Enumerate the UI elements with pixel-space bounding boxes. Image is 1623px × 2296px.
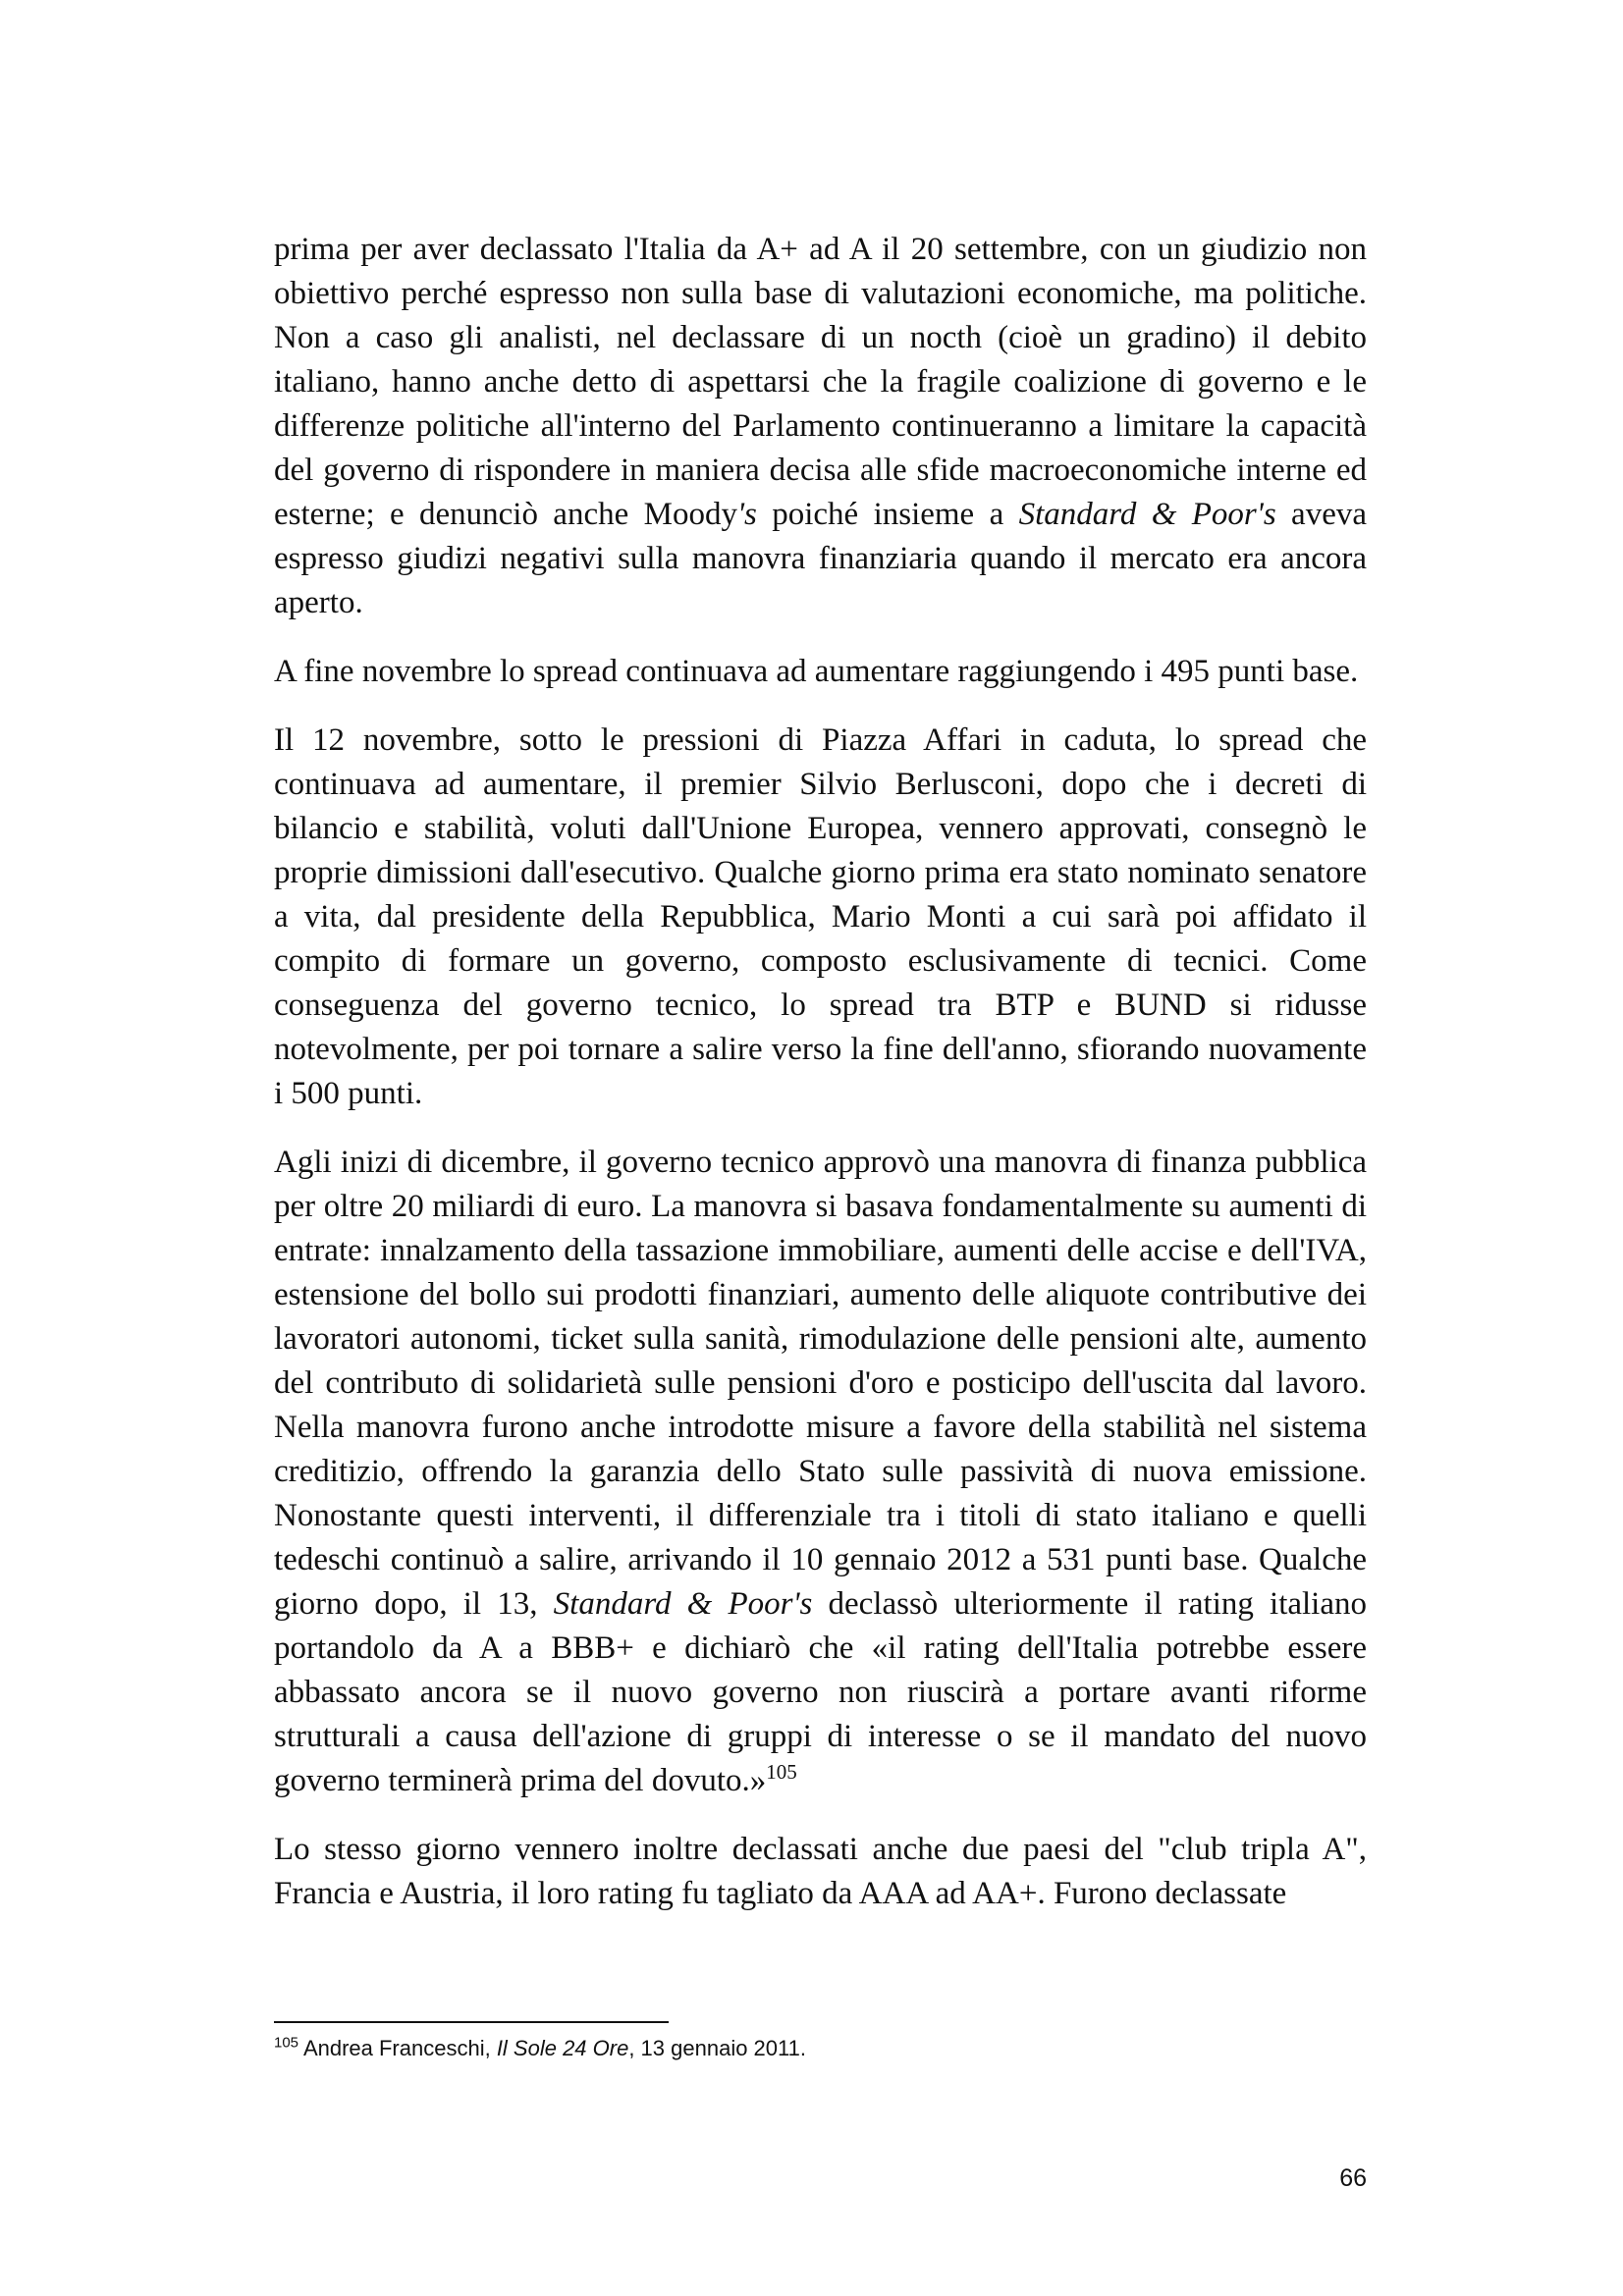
body-text: [274, 228, 1367, 1916]
footnote-number: 105: [274, 2034, 299, 2052]
italic-text: Standard & Poor's: [1018, 497, 1276, 532]
text-run: Il 12 novembre, sotto le pressioni di Piazza Affari in caduta, lo spread che continuava ad aumentare, il premier Silvio Berlusconi, dopo che i decreti di bilancio e stabilità, voluti dall'Unione Europea, vennero approvati, consegnò le proprie dimissioni dall'esecutivo. Qualche giorno prima era stato nominato senatore a vita, dal presidente della Repubblica, Mario Monti a cui sarà poi affidato il compito di formare un governo, composto esclusivamente di tecnici. Come conseguenza del governo tecnico, lo spread tra BTP e BUND si ridusse notevolmente, per poi tornare a salire verso la fine dell'anno, sfiorando nuovamente i 500 punti.: [274, 722, 1367, 1111]
text-run: A fine novembre lo spread continuava ad aumentare raggiungendo i 495 punti base.: [274, 654, 1359, 689]
footnote-separator: [274, 2021, 669, 2023]
footnote-reference: 105: [766, 1760, 797, 1784]
italic-text: Standard & Poor's: [553, 1586, 813, 1622]
paragraph: [274, 719, 1367, 1116]
page-number: 66: [1339, 2164, 1367, 2192]
paragraph: [274, 228, 1367, 625]
footnote-source: Il Sole 24 Ore: [496, 2036, 629, 2060]
text-run: aveva espresso giudizi negativi sulla manovra finanziaria quando il mercato era ancora aperto.: [274, 497, 1367, 620]
paragraph: [274, 650, 1367, 694]
footnote-date: , 13 gennaio 2011.: [628, 2036, 806, 2060]
text-run: poiché insieme a: [756, 497, 1019, 532]
text-run: Agli inizi di dicembre, il governo tecnico approvò una manovra di finanza pubblica per oltre 20 miliardi di euro. La manovra si basava fondamentalmente su aumenti di entrate: innalzamento della tassazione immobiliare, aumenti delle accise e dell'IVA, estensione del bollo sui prodotti finanziari, aumento delle aliquote contributive dei lavoratori autonomi, ticket sulla sanità, rimodulazione delle pensioni alte, aumento del contributo di solidarietà sulle pensioni d'oro e posticipo dell'uscita dal lavoro. Nella manovra furono anche introdotte misure a favore della stabilità nel sistema creditizio, offrendo la garanzia dello Stato sulle passività di nuova emissione. Nonostante questi interventi, il differenziale tra i titoli di stato italiano e quelli tedeschi continuò a salire, arrivando il 10 gennaio 2012 a 531 punti base. Qualche giorno dopo, il 13,: [274, 1145, 1367, 1622]
text-run: declassò ulteriormente il rating italiano portandolo da A a BBB+ e dichiarò che «il rating dell'Italia potrebbe essere abbassato ancora se il nuovo governo non riuscirà a portare avanti riforme strutturali a causa dell'azione di gruppi di interesse o se il mandato del nuovo governo terminerà prima del dovuto.»: [274, 1586, 1367, 1798]
paragraph: [274, 1828, 1367, 1916]
footnote-author: Andrea Franceschi,: [302, 2036, 497, 2060]
text-run: Lo stesso giorno vennero inoltre declassati anche due paesi del "club tripla A", Francia e Austria, il loro rating fu tagliato da AAA ad AA+. Furono declassate: [274, 1832, 1367, 1911]
italic-text: 's: [736, 497, 757, 532]
footnote: [274, 2034, 1367, 2063]
paragraph: [274, 1141, 1367, 1803]
text-run: prima per aver declassato l'Italia da A+ ad A il 20 settembre, con un giudizio non obiettivo perché espresso non sulla base di valutazioni economiche, ma politiche. Non a caso gli analisti, nel declassare di un nocth (cioè un gradino) il debito italiano, hanno anche detto di aspettarsi che la fragile coalizione di governo e le differenze politiche all'interno del Parlamento continueranno a limitare la capacità del governo di rispondere in maniera decisa alle sfide macroeconomiche interne ed esterne; e denunciò anche Moody: [274, 232, 1367, 532]
